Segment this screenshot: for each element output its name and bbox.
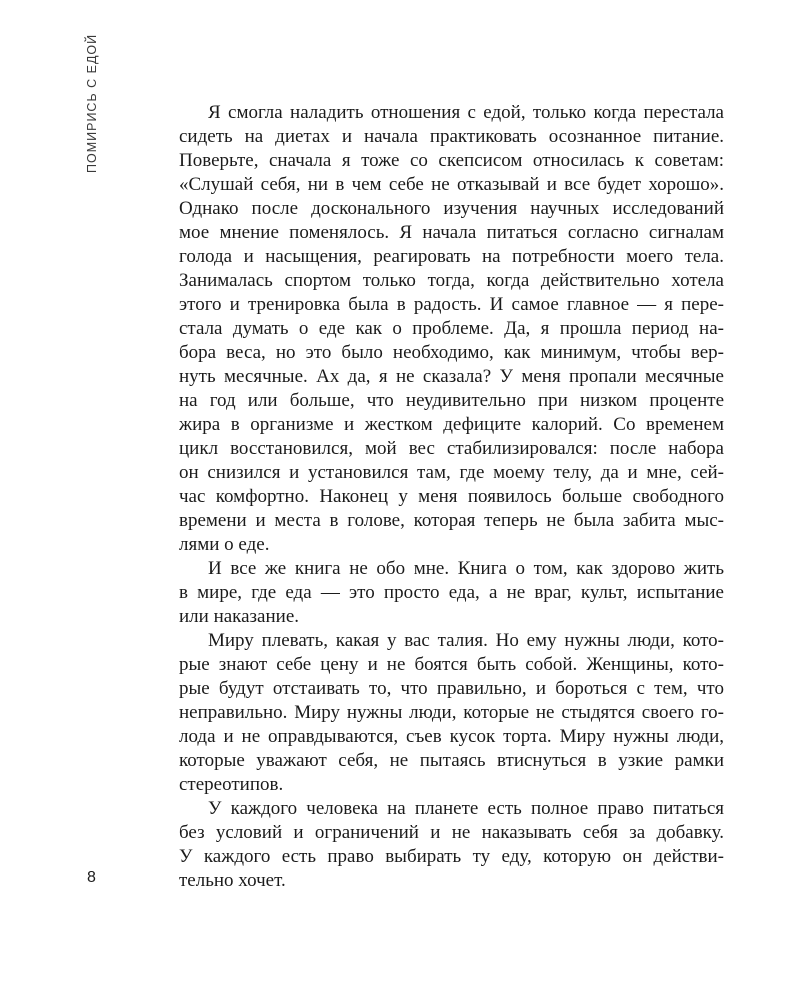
text-line: жира в организме и жестком дефиците калорий. Со временем xyxy=(179,414,724,435)
text-line: «Слушай себя, ни в чем себе не отказывай и все будет хорошо». xyxy=(179,174,724,195)
text-line: времени и места в голове, которая теперь не была забита мыс- xyxy=(179,510,724,531)
text-line: сидеть на диетах и начала практиковать осознанное питание. xyxy=(179,126,724,147)
text-line: У каждого человека на планете есть полное право питаться xyxy=(208,798,724,819)
text-line: Я смогла наладить отношения с едой, только когда перестала xyxy=(208,102,724,123)
text-line: которые уважают себя, не пытаясь втиснуться в узкие рамки xyxy=(179,750,724,771)
body-text xyxy=(179,101,724,893)
text-line: Поверьте, сначала я тоже со скепсисом относилась к советам: xyxy=(179,150,724,171)
text-line: этого и тренировка была в радость. И самое главное — я пере- xyxy=(179,294,724,315)
text-line: нуть месячные. Ах да, я не сказала? У меня пропали месячные xyxy=(179,366,724,387)
paragraph xyxy=(179,797,724,893)
text-line: рые будут отстаивать то, что правильно, и бороться с тем, что xyxy=(179,678,724,699)
text-line: лода и не оправдываются, съев кусок торта. Миру нужны люди, xyxy=(179,726,724,747)
text-line: стереотипов. xyxy=(179,774,284,795)
text-line: лями о еде. xyxy=(179,534,270,555)
text-line: Занималась спортом только тогда, когда действительно хотела xyxy=(179,270,724,291)
text-line: Однако после досконального изучения научных исследований xyxy=(179,198,724,219)
text-line: рые знают себе цену и не боятся быть собой. Женщины, кото- xyxy=(179,654,724,675)
paragraph xyxy=(179,101,724,557)
text-line: на год или больше, что неудивительно при низком проценте xyxy=(179,390,724,411)
text-line: стала думать о еде как о проблеме. Да, я прошла период на- xyxy=(179,318,724,339)
text-line: тельно хочет. xyxy=(179,870,286,891)
text-line: неправильно. Миру нужны люди, которые не стыдятся своего го- xyxy=(179,702,724,723)
text-line: час комфортно. Наконец у меня появилось больше свободного xyxy=(179,486,724,507)
text-line: цикл восстановился, мой вес стабилизировался: после набора xyxy=(179,438,724,459)
text-line: мое мнение поменялось. Я начала питаться согласно сигналам xyxy=(179,222,724,243)
text-line: бора веса, но это было необходимо, как минимум, чтобы вер- xyxy=(179,342,724,363)
text-line: в мире, где еда — это просто еда, а не враг, культ, испытание xyxy=(179,582,724,603)
text-line: или наказание. xyxy=(179,606,300,627)
page-number: 8 xyxy=(87,869,96,886)
text-line: Миру плевать, какая у вас талия. Но ему нужны люди, кото- xyxy=(208,630,724,651)
spine-running-title: ПОМИРИСЬ С ЕДОЙ xyxy=(85,33,99,173)
paragraph xyxy=(179,629,724,797)
paragraph xyxy=(179,557,724,629)
text-line: И все же книга не обо мне. Книга о том, как здорово жить xyxy=(208,558,724,579)
text-line: он снизился и установился там, где моему телу, да и мне, сей- xyxy=(179,462,724,483)
text-line: У каждого есть право выбирать ту еду, которую он действи- xyxy=(179,846,724,867)
text-line: голода и насыщения, реагировать на потребности моего тела. xyxy=(179,246,724,267)
text-line: без условий и ограничений и не наказывать себя за добавку. xyxy=(179,822,724,843)
